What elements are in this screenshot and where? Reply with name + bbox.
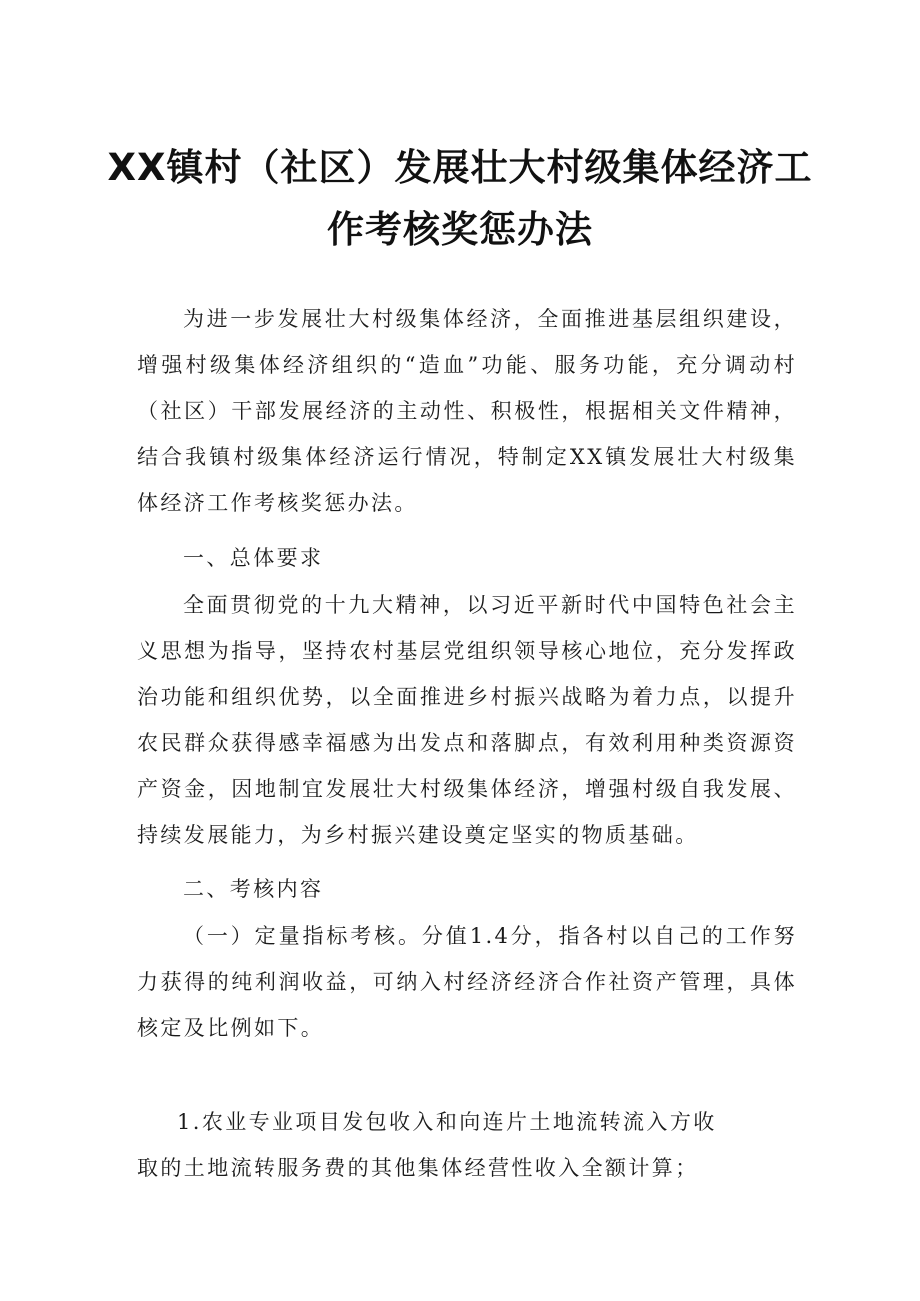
intro-paragraph: 为进一步发展壮大村级集体经济，全面推进基层组织建设，增强村级集体经济组织的“造血”功能、服务功能，充分调动村（社区）干部发展经济的主动性、积极性，根据相关文件精神，结合我镇村级集体经济运行情况，特制定XX镇发展壮大村级集体经济工作考核奖惩办法。 [137, 307, 797, 515]
document-title-line-1: XX镇村（社区）发展壮大村级集体经济工 [107, 146, 813, 189]
list-item [137, 1099, 797, 1191]
list-item-line-2: 取的土地流转服务费的其他集体经营性收入全额计算； [137, 1156, 699, 1180]
list-item-line-1: 1.农业专业项目发包收入和向连片土地流转流入方收 [177, 1110, 717, 1134]
section-heading-assessment-content: 二、考核内容 [183, 877, 324, 901]
general-requirements-paragraph: 全面贯彻党的十九大精神，以习近平新时代中国特色社会主义思想为指导，坚持农村基层党组织领导核心地位，充分发挥政治功能和组织优势，以全面推进乡村振兴战略为着力点，以提升农民群众获得感幸福感为出发点和落脚点，有效利用种类资源资产资金，因地制宜发展壮大村级集体经济，增强村级自我发展、持续发展能力，为乡村振兴建设奠定坚实的物质基础。 [137, 593, 797, 847]
document-title-line-2: 作考核奖惩办法 [327, 208, 593, 251]
quantitative-indicator-paragraph: （一）定量指标考核。分值1.4分，指各村以自己的工作努力获得的纯利润收益，可纳入村经济经济合作社资产管理，具体核定及比例如下。 [137, 924, 797, 1040]
section-heading-general-requirements: 一、总体要求 [183, 546, 324, 570]
